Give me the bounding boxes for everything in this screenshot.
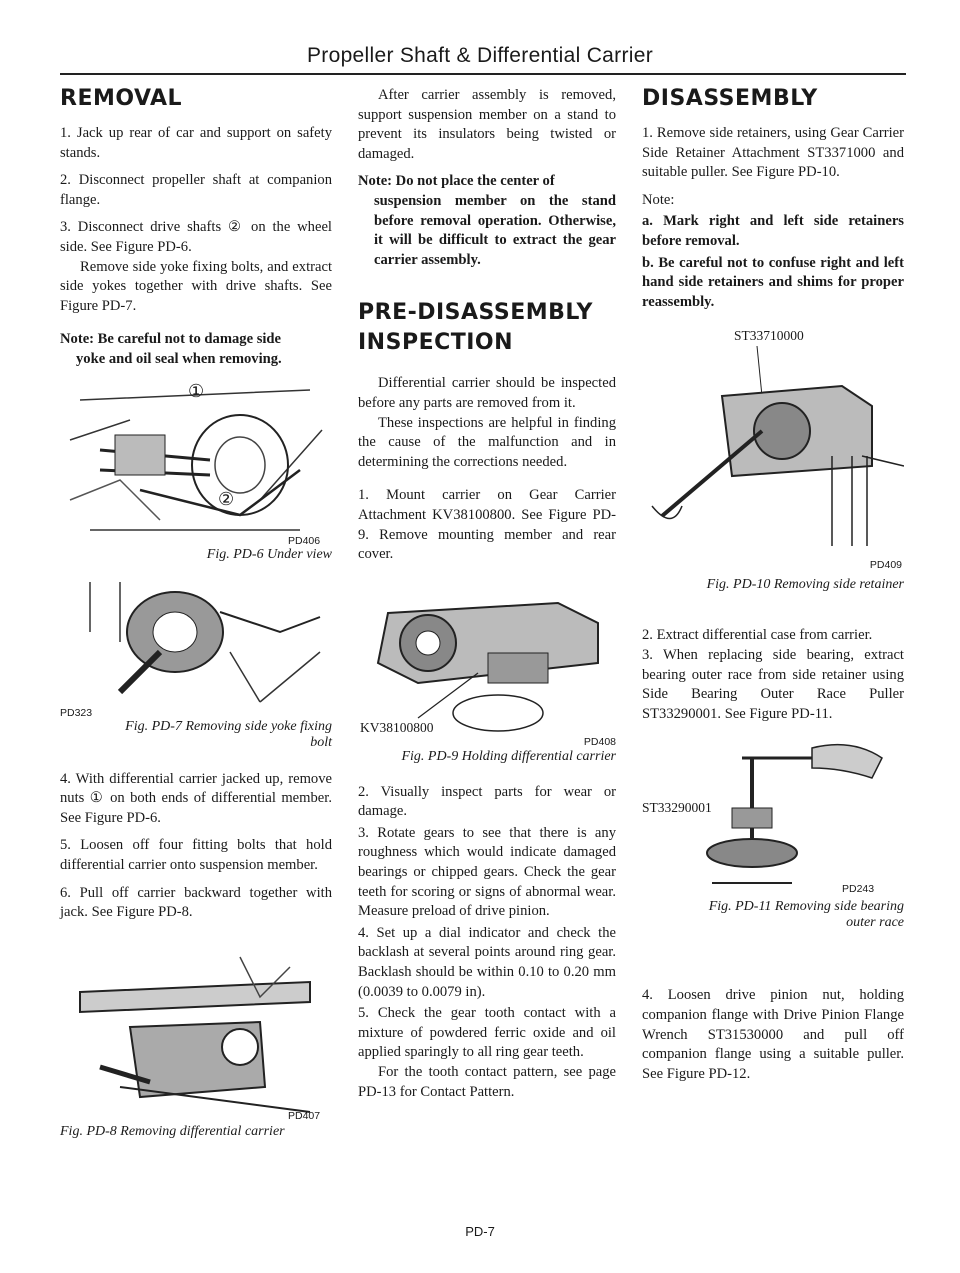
fig-pd6-caption: Fig. PD-6 Under view <box>206 546 332 562</box>
fig-pd11-caption-line2: outer race <box>846 915 904 931</box>
support-note <box>358 172 616 270</box>
disassembly-step-3: 3. When replacing side bearing, extract bearing outer race from side retainer using Side Bearing Outer Race Puller ST33290001. See Figure PD-11. <box>642 646 904 722</box>
removal-step-1: 1. Jack up rear of car and support on safety stands. <box>60 125 332 161</box>
callout-2: ② <box>218 488 235 509</box>
inspection-step-5b: For the tooth contact pattern, see page PD-13 for Contact Pattern. <box>358 1064 616 1100</box>
fig-code-pd406: PD406 <box>288 534 321 547</box>
column-left <box>60 86 332 1155</box>
fig-pd8-caption: Fig. PD-8 Removing differential carrier <box>60 1123 285 1139</box>
disassembly-heading: DISASSEMBLY <box>642 86 818 111</box>
pre-disassembly-heading: PRE-DISASSEMBLY INSPECTION <box>358 300 593 356</box>
disassembly-step-2: 2. Extract differential case from carrier. <box>642 627 873 644</box>
outer-race-puller-illustration <box>642 738 904 898</box>
disassembly-note-b: b. Be careful not to confuse right and left hand side retainers and shims for proper reassembly. <box>642 254 904 310</box>
disassembly-note-label: Note: <box>642 191 675 208</box>
page-number: PD-7 <box>465 1224 495 1239</box>
figure-pd11 <box>642 738 904 938</box>
inspection-para-1: Differential carrier should be inspected before any parts are removed from it. <box>358 375 616 411</box>
inspection-step-2: 2. Visually inspect parts for wear or damage. <box>358 783 616 820</box>
removal-step-5: 5. Loosen off four fitting bolts that hold differential carrier onto suspension member. <box>60 837 332 873</box>
tool-label-st33290001: ST33290001 <box>642 798 712 818</box>
figure-pd8 <box>60 937 332 1147</box>
figure-pd10 <box>642 326 904 596</box>
side-retainer-illustration <box>642 346 904 566</box>
inspection-step-1: 1. Mount carrier on Gear Carrier Attachment KV38100800. See Figure PD-9. Remove mounting member and rear cover. <box>358 487 616 563</box>
support-note-line1: Note: Do not place the center of <box>358 173 555 190</box>
fig-code-pd243: PD243 <box>842 883 875 896</box>
header-rule <box>60 73 906 75</box>
fig-code-pd409: PD409 <box>869 559 902 572</box>
removal-step-6: 6. Pull off carrier backward together with jack. See Figure PD-8. <box>60 884 332 921</box>
fig-code-pd408: PD408 <box>583 735 616 748</box>
inspection-step-3: 3. Rotate gears to see that there is any roughness which would indicate damaged bearings or chipped gears. Check the gear teeth for scoring or signs of abnormal wear. Measure preload of drive pinion. <box>358 824 616 920</box>
fig-pd10-caption: Fig. PD-10 Removing side retainer <box>706 577 904 593</box>
inspection-step-4: 4. Set up a dial indicator and check the backlash at several points around ring gear. Backlash should be within 0.10 to 0.20 mm (0.0039 to 0.0079 in). <box>358 924 616 1000</box>
removal-note-line2: yoke and oil seal when removing. <box>76 350 282 367</box>
holding-carrier-illustration <box>358 573 616 733</box>
removal-step-3: 3. Disconnect drive shafts ② on the wheel side. See Figure PD-6. <box>60 219 332 255</box>
removal-note-line1: Note: Be careful not to damage side <box>60 331 282 348</box>
figure-pd9 <box>358 573 616 763</box>
fig-pd7-caption-line2: bolt <box>310 734 332 750</box>
fig-code-pd407: PD407 <box>288 1109 321 1122</box>
under-view-illustration <box>60 380 332 540</box>
fig-pd7-caption-line1: Fig. PD-7 Removing side yoke fixing <box>125 718 332 734</box>
page-header: Propeller Shaft & Differential Carrier <box>307 44 653 67</box>
support-paragraph: After carrier assembly is removed, support suspension member on a stand to prevent its insulators being twisted or damaged. <box>358 87 616 162</box>
figure-pd6 <box>60 380 332 564</box>
fig-pd9-caption: Fig. PD-9 Holding differential carrier <box>401 748 616 764</box>
column-middle <box>358 86 616 1110</box>
callout-1: ① <box>188 380 205 401</box>
tool-label-kv38100800: KV38100800 <box>360 719 434 735</box>
fig-pd11-caption-line1: Fig. PD-11 Removing side bearing <box>708 899 904 915</box>
remove-carrier-illustration <box>60 937 332 1117</box>
removal-note <box>60 330 332 369</box>
inspection-para-2: These inspections are helpful in finding the cause of the malfunction and in determining the corrections needed. <box>358 414 616 470</box>
figure-pd7 <box>60 572 332 750</box>
tool-label-st33710000: ST33710000 <box>734 328 804 344</box>
support-note-line2: suspension member on the stand before removal operation. Otherwise, it will be difficult to extract the gear carrier assembly. <box>374 192 616 268</box>
removal-step-3b: Remove side yoke fixing bolts, and extract side yokes together with drive shafts. See Figure PD-7. <box>60 258 332 314</box>
column-right <box>642 86 904 1092</box>
side-yoke-illustration <box>60 572 332 712</box>
disassembly-step-1: 1. Remove side retainers, using Gear Carrier Side Retainer Attachment ST3371000 and suitable puller. See Figure PD-10. <box>642 125 904 181</box>
removal-step-4: 4. With differential carrier jacked up, remove nuts ① on both ends of differential member. See Figure PD-6. <box>60 770 332 826</box>
removal-heading: REMOVAL <box>60 86 183 111</box>
inspection-step-5: 5. Check the gear tooth contact with a mixture of powdered ferric oxide and oil applied sparingly to all ring gear teeth. <box>358 1005 616 1061</box>
disassembly-step-4: 4. Loosen drive pinion nut, holding companion flange with Drive Pinion Flange Wrench ST31530000 and pull off companion flange using a suitable puller. See Figure PD-12. <box>642 987 904 1082</box>
removal-step-2: 2. Disconnect propeller shaft at companion flange. <box>60 172 332 208</box>
disassembly-note-a: a. Mark right and left side retainers before removal. <box>642 213 904 249</box>
fig-code-pd323: PD323 <box>60 706 93 719</box>
